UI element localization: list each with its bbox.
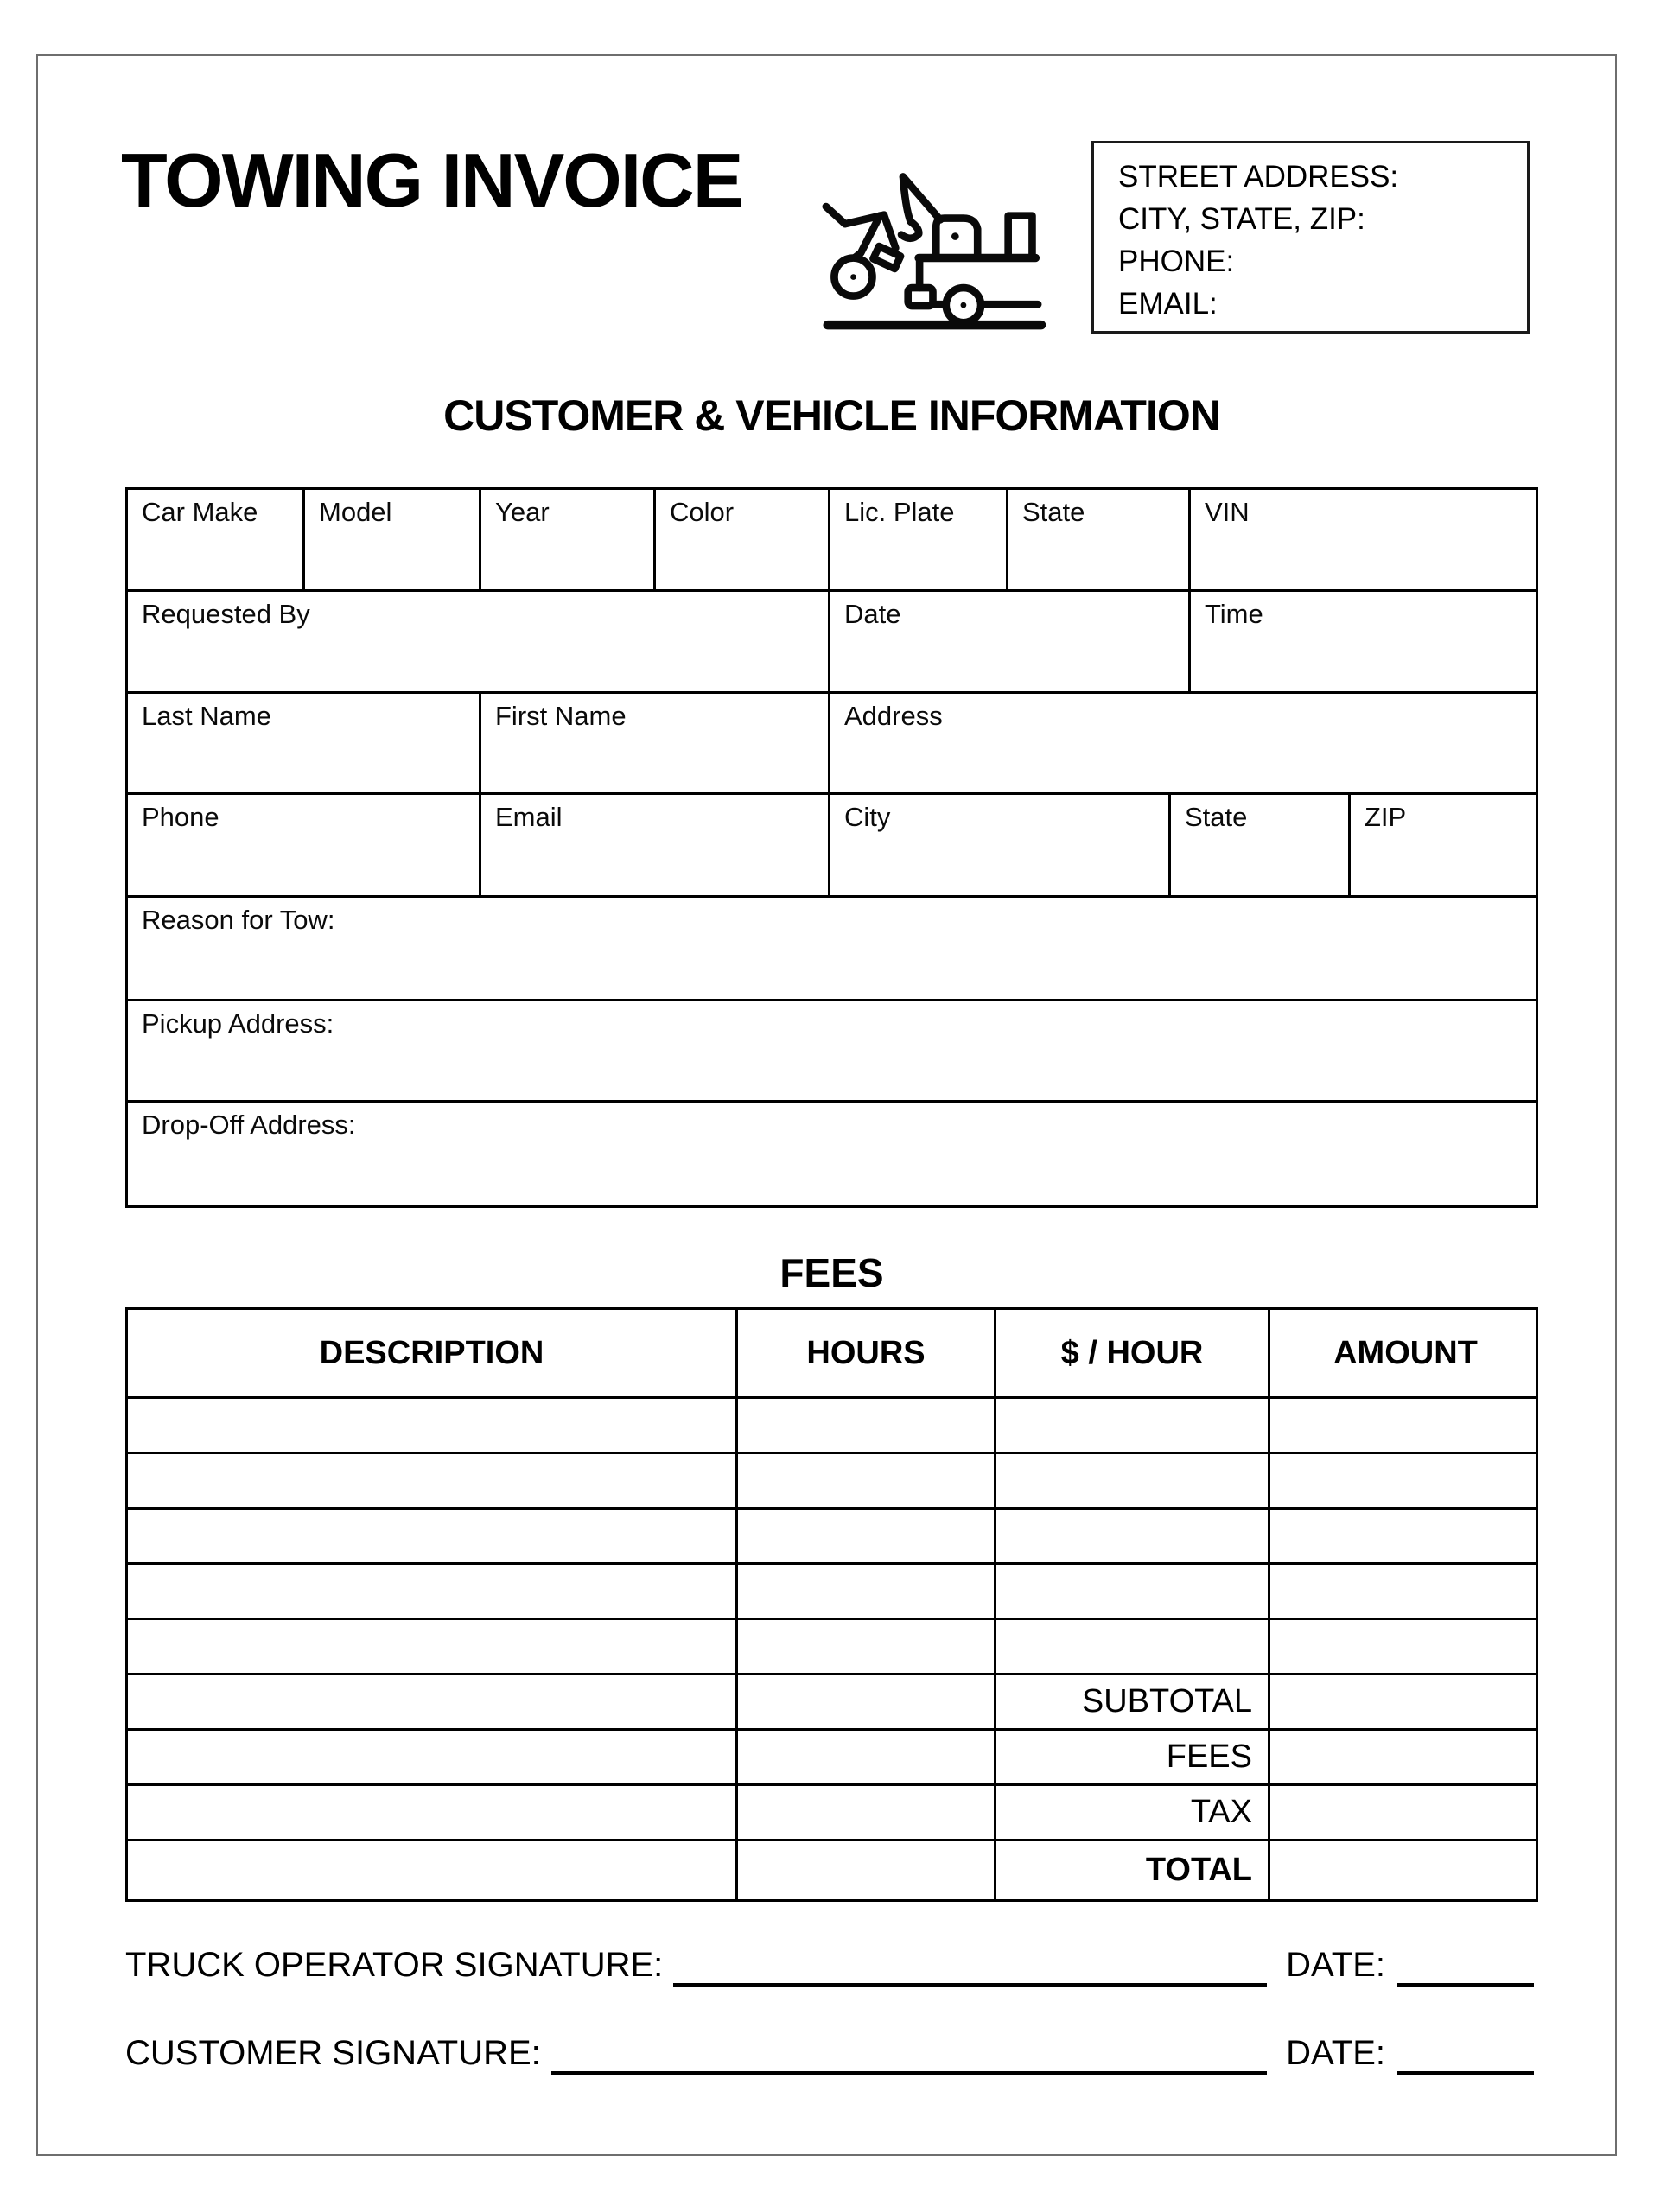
- first-name-field[interactable]: [481, 694, 830, 792]
- customer-signature-label: CUSTOMER SIGNATURE:: [125, 2034, 541, 2072]
- customer-table-row: [128, 1001, 1536, 1103]
- fees-item-hour-cell[interactable]: [996, 1399, 1270, 1452]
- customer-date-line[interactable]: [1397, 2063, 1534, 2075]
- car-make-label: Car Make: [142, 497, 258, 527]
- tax-amount-cell[interactable]: [1270, 1786, 1541, 1839]
- fees-item-hours-cell[interactable]: [738, 1454, 996, 1507]
- email-label: Email: [495, 802, 563, 832]
- date-field[interactable]: [830, 592, 1191, 691]
- customer-date-label: DATE:: [1286, 2034, 1385, 2072]
- fees-column-header-hour: $ / HOUR: [996, 1310, 1270, 1396]
- truck-operator-date-line[interactable]: [1397, 1974, 1534, 1987]
- year-field[interactable]: [481, 490, 656, 589]
- address-field[interactable]: [830, 694, 1541, 792]
- customer-table-row: [128, 898, 1536, 1001]
- fees-column-header-amount: AMOUNT: [1333, 1334, 1478, 1371]
- pickup-address-label: Pickup Address:: [142, 1008, 334, 1039]
- car-make-field[interactable]: [128, 490, 305, 589]
- fees-item-hour-cell[interactable]: [996, 1510, 1270, 1562]
- customer-table-row: [128, 694, 1536, 795]
- truck-operator-signature-label: TRUCK OPERATOR SIGNATURE:: [125, 1946, 664, 1984]
- fees-item-row: [128, 1399, 1536, 1454]
- truck-operator-signature-line[interactable]: [673, 1974, 1267, 1987]
- fees-item-hours-cell[interactable]: [738, 1565, 996, 1618]
- last-name-label: Last Name: [142, 701, 271, 731]
- fees-item-amount-cell[interactable]: [1270, 1510, 1541, 1562]
- fees-item-amount-cell[interactable]: [1270, 1399, 1541, 1452]
- company-info-box: [1091, 141, 1530, 334]
- customer-signature-row: [125, 2025, 1534, 2075]
- fees-item-description-cell[interactable]: [128, 1565, 738, 1618]
- customer-table-row: [128, 795, 1536, 898]
- drop-off-address-label: Drop-Off Address:: [142, 1109, 356, 1140]
- model-field[interactable]: [305, 490, 481, 589]
- tax-row: [128, 1786, 1536, 1841]
- customer-vehicle-table: [125, 487, 1538, 1208]
- fees-item-hour-cell[interactable]: [996, 1454, 1270, 1507]
- zip-label: ZIP: [1365, 802, 1407, 832]
- fees-item-amount-cell[interactable]: [1270, 1620, 1541, 1673]
- address-label: Address: [844, 701, 943, 731]
- customer-table-row: [128, 490, 1536, 592]
- subtotal-spacer-cell: [738, 1675, 996, 1728]
- customer-signature-line[interactable]: [551, 2063, 1267, 2075]
- tax-spacer-cell: [738, 1786, 996, 1839]
- total-label: TOTAL: [996, 1841, 1270, 1899]
- fees-item-row: [128, 1620, 1536, 1675]
- company-street-address-label: STREET ADDRESS:: [1118, 160, 1399, 194]
- total-row: [128, 1841, 1536, 1899]
- fees-item-description-cell[interactable]: [128, 1399, 738, 1452]
- zip-field[interactable]: [1351, 795, 1541, 895]
- email-field[interactable]: [481, 795, 830, 895]
- time-label: Time: [1205, 599, 1263, 629]
- fees-spacer-cell: [738, 1731, 996, 1783]
- fees-item-hours-cell[interactable]: [738, 1620, 996, 1673]
- customer-vehicle-heading: CUSTOMER & VEHICLE INFORMATION: [443, 391, 1220, 440]
- tax-spacer-cell: [128, 1786, 738, 1839]
- requested-by-field[interactable]: [128, 592, 830, 691]
- city-label: City: [844, 802, 891, 832]
- model-label: Model: [319, 497, 392, 527]
- company-phone-label: PHONE:: [1118, 245, 1235, 278]
- requested-by-label: Requested By: [142, 599, 310, 629]
- phone-label: Phone: [142, 802, 219, 832]
- total-spacer-cell: [128, 1841, 738, 1899]
- time-field[interactable]: [1191, 592, 1541, 691]
- drop-off-address-field[interactable]: [128, 1103, 1541, 1205]
- lic-plate-label: Lic. Plate: [844, 497, 955, 527]
- city-field[interactable]: [830, 795, 1171, 895]
- vin-field[interactable]: [1191, 490, 1541, 589]
- fees-item-amount-cell[interactable]: [1270, 1454, 1541, 1507]
- date-label: Date: [844, 599, 901, 629]
- color-field[interactable]: [656, 490, 830, 589]
- fees-item-description-cell[interactable]: [128, 1620, 738, 1673]
- fees-column-header-description: DESCRIPTION: [128, 1310, 738, 1396]
- last-name-field[interactable]: [128, 694, 481, 792]
- color-label: Color: [670, 497, 735, 527]
- truck-operator-signature-row: [125, 1937, 1534, 1987]
- state-field[interactable]: [1171, 795, 1351, 895]
- customer-table-row: [128, 592, 1536, 694]
- fees-table: [125, 1307, 1538, 1902]
- fees-item-description-cell[interactable]: [128, 1454, 738, 1507]
- fees-heading: FEES: [779, 1250, 884, 1295]
- fees-item-hours-cell[interactable]: [738, 1399, 996, 1452]
- fees-item-row: [128, 1565, 1536, 1620]
- state-field[interactable]: [1008, 490, 1191, 589]
- pickup-address-field[interactable]: [128, 1001, 1541, 1100]
- total-amount-cell[interactable]: [1270, 1841, 1541, 1899]
- fees-item-row: [128, 1454, 1536, 1510]
- fees-spacer-cell: [128, 1731, 738, 1783]
- state-label: State: [1185, 802, 1248, 832]
- reason-for-tow-label: Reason for Tow:: [142, 905, 335, 935]
- fees-label: FEES: [996, 1731, 1270, 1783]
- subtotal-label: SUBTOTAL: [996, 1675, 1270, 1728]
- page-title: TOWING INVOICE: [121, 137, 742, 223]
- vin-label: VIN: [1205, 497, 1250, 527]
- year-label: Year: [495, 497, 550, 527]
- fees-item-hour-cell[interactable]: [996, 1565, 1270, 1618]
- subtotal-row: [128, 1675, 1536, 1731]
- customer-table-row: [128, 1103, 1536, 1205]
- fees-item-hours-cell[interactable]: [738, 1510, 996, 1562]
- fees-item-row: [128, 1510, 1536, 1565]
- truck-operator-date-label: DATE:: [1286, 1946, 1385, 1984]
- fees-header-row: [128, 1310, 1536, 1399]
- company-email-label: EMAIL:: [1118, 287, 1218, 321]
- total-spacer-cell: [738, 1841, 996, 1899]
- fees-item-hour-cell[interactable]: [996, 1620, 1270, 1673]
- tow-truck-icon: [799, 149, 1085, 347]
- company-city-state-zip-label: CITY, STATE, ZIP:: [1118, 202, 1365, 236]
- fees-amount-cell[interactable]: [1270, 1731, 1541, 1783]
- subtotal-amount-cell[interactable]: [1270, 1675, 1541, 1728]
- lic-plate-field[interactable]: [830, 490, 1008, 589]
- fees-item-description-cell[interactable]: [128, 1510, 738, 1562]
- fees-column-header-hours: HOURS: [738, 1310, 996, 1396]
- phone-field[interactable]: [128, 795, 481, 895]
- tax-label: TAX: [996, 1786, 1270, 1839]
- first-name-label: First Name: [495, 701, 627, 731]
- fees-item-amount-cell[interactable]: [1270, 1565, 1541, 1618]
- fees-row: [128, 1731, 1536, 1786]
- subtotal-spacer-cell: [128, 1675, 738, 1728]
- state-label: State: [1022, 497, 1085, 527]
- reason-for-tow-field[interactable]: [128, 898, 1541, 999]
